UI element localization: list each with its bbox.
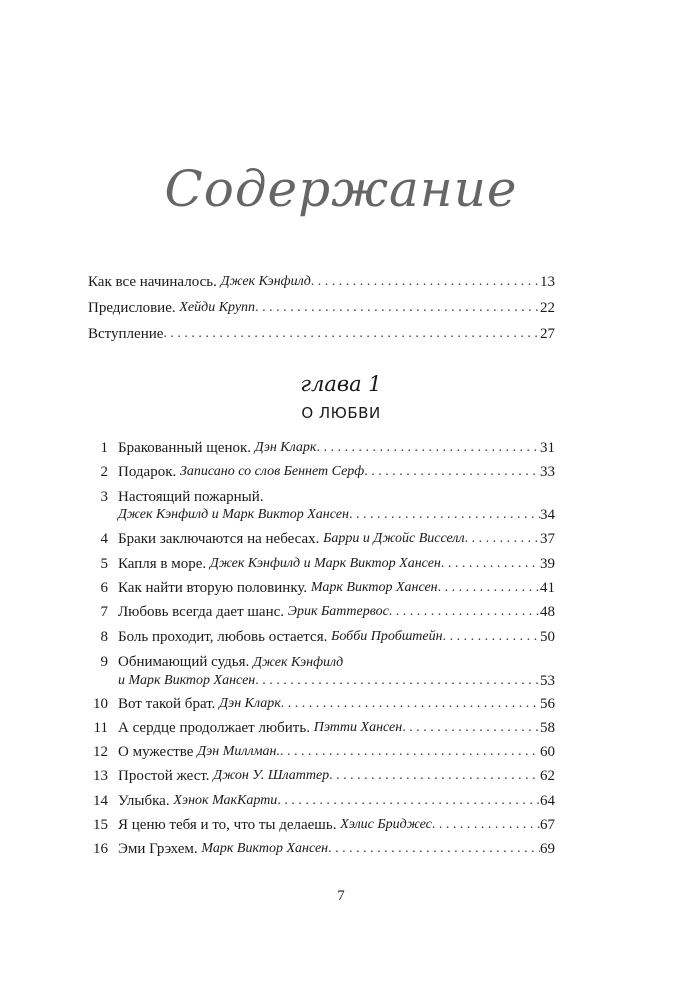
leader-dots <box>389 601 540 623</box>
entry-page: 41 <box>540 580 555 596</box>
entry-page: 50 <box>540 629 555 645</box>
toc-entry[interactable] <box>93 717 555 739</box>
entry-title: Капля в море. <box>118 556 207 572</box>
entry-author: Эрик Баттервос <box>287 604 389 619</box>
entry-number: 10 <box>93 696 108 712</box>
entry-page: 60 <box>540 744 555 760</box>
entry-number: 11 <box>93 720 108 736</box>
entry-number: 15 <box>93 817 108 833</box>
entry-author: и Марк Виктор Хансен <box>118 673 256 688</box>
entry-page: 69 <box>540 841 555 857</box>
entry-title: Простой жест. <box>118 768 210 784</box>
toc-entry[interactable] <box>100 601 555 623</box>
leader-dots <box>255 670 540 692</box>
entry-page: 62 <box>540 768 555 784</box>
leader-dots <box>280 741 540 763</box>
toc-entry[interactable] <box>88 297 555 319</box>
toc-entry[interactable] <box>100 528 555 550</box>
leader-dots <box>364 461 540 483</box>
entry-title: Предисловие. <box>88 300 176 316</box>
entry-author: Джон У. Шлаттер <box>213 768 330 783</box>
leader-dots <box>349 504 540 526</box>
entry-number: 14 <box>93 793 108 809</box>
entry-title: Вступление <box>88 326 164 342</box>
entry-page: 27 <box>540 326 555 342</box>
entry-author: Барри и Джойс Висселл <box>323 531 465 546</box>
entry-author: Записано со слов Беннет Серф <box>179 464 365 479</box>
entry-page: 13 <box>540 274 555 290</box>
entry-number: 3 <box>100 489 108 505</box>
entry-author: Хэлис Бриджес <box>340 817 432 832</box>
entry-page: 53 <box>540 673 555 689</box>
entry-title: Настоящий пожарный. <box>118 489 264 505</box>
toc-entry[interactable] <box>100 626 555 648</box>
entry-number: 5 <box>100 556 108 572</box>
entry-author: Джек Кэнфилд <box>220 274 311 289</box>
leader-dots <box>281 693 540 715</box>
entry-author: Джек Кэнфилд <box>253 655 344 670</box>
entry-page: 22 <box>540 300 555 316</box>
entry-author: Дэн Кларк <box>219 696 281 711</box>
entry-title: Я ценю тебя и то, что ты делаешь. <box>118 817 337 833</box>
page-title: Содержание <box>164 160 518 218</box>
toc-entry[interactable] <box>93 741 555 763</box>
leader-dots <box>438 577 540 599</box>
entry-number: 13 <box>93 768 108 784</box>
page-number: 7 <box>337 888 345 904</box>
entry-page: 64 <box>540 793 555 809</box>
toc-entry[interactable] <box>100 577 555 599</box>
entry-author: Пэтти Хансен <box>313 720 403 735</box>
entry-number: 12 <box>93 744 108 760</box>
leader-dots <box>402 717 540 739</box>
entry-author: Марк Виктор Хансен <box>310 580 438 595</box>
chapter-name: О ЛЮБВИ <box>301 404 381 422</box>
toc-entry[interactable] <box>93 790 555 812</box>
toc-entry[interactable] <box>88 271 555 293</box>
toc-entry-line2[interactable] <box>118 670 555 692</box>
toc-entry-line2[interactable] <box>118 504 555 526</box>
entry-number: 1 <box>100 440 108 456</box>
entry-number: 4 <box>100 531 108 547</box>
entry-number: 7 <box>100 604 108 620</box>
entry-number: 9 <box>100 654 108 670</box>
entry-author: Хейди Крупп <box>179 300 256 315</box>
leader-dots <box>328 838 540 860</box>
leader-dots <box>432 814 540 836</box>
toc-entry[interactable] <box>93 765 555 787</box>
entry-title: Подарок. <box>118 464 177 480</box>
toc-entry[interactable] <box>100 437 555 459</box>
leader-dots <box>329 765 540 787</box>
entry-title: А сердце продолжает любить. <box>118 720 310 736</box>
leader-dots <box>443 626 540 648</box>
entry-page: 56 <box>540 696 555 712</box>
entry-page: 31 <box>540 440 555 456</box>
entry-title: Как все начиналось. <box>88 274 217 290</box>
toc-entry[interactable] <box>93 814 555 836</box>
entry-page: 48 <box>540 604 555 620</box>
leader-dots <box>277 790 540 812</box>
entry-page: 37 <box>540 531 555 547</box>
entry-author: Марк Виктор Хансен <box>201 841 329 856</box>
toc-entry[interactable] <box>100 461 555 483</box>
entry-author: Дэн Кларк <box>254 440 317 455</box>
entry-author: Бобби Пробштейн <box>331 629 443 644</box>
entry-number: 2 <box>100 464 108 480</box>
leader-dots <box>163 323 540 345</box>
entry-title: Обнимающий судья. <box>118 654 250 670</box>
entry-page: 34 <box>540 507 555 523</box>
entry-author: Дэн Миллман. <box>197 744 280 759</box>
entry-page: 58 <box>540 720 555 736</box>
entry-author: Джек Кэнфилд и Марк Виктор Хансен <box>118 507 349 522</box>
entry-number: 16 <box>93 841 108 857</box>
entry-title: Боль проходит, любовь остается. <box>118 629 328 645</box>
entry-title: Любовь всегда дает шанс. <box>118 604 285 620</box>
toc-entry[interactable] <box>100 553 555 575</box>
toc-entry[interactable] <box>93 693 555 715</box>
toc-entry[interactable] <box>88 323 555 345</box>
entry-number: 8 <box>100 629 108 645</box>
entry-number: 6 <box>100 580 108 596</box>
entry-author: Хэнок МакКарти <box>173 793 278 808</box>
leader-dots <box>465 528 540 550</box>
entry-page: 67 <box>540 817 555 833</box>
entry-title: Улыбка. <box>118 793 170 809</box>
entry-page: 39 <box>540 556 555 572</box>
entry-title: Бракованный щенок. <box>118 440 252 456</box>
entry-title: Вот такой брат. <box>118 696 216 712</box>
entry-title: Браки заключаются на небесах. <box>118 531 320 547</box>
entry-title: Как найти вторую половинку. <box>118 580 308 596</box>
leader-dots <box>255 297 540 319</box>
entry-author: Джек Кэнфилд и Марк Виктор Хансен <box>209 556 441 571</box>
toc-entry[interactable] <box>93 838 555 860</box>
leader-dots <box>316 437 540 459</box>
entry-title: О мужестве <box>118 744 194 760</box>
chapter-label: глава 1 <box>300 372 382 396</box>
entry-title: Эми Грэхем. <box>118 841 198 857</box>
entry-page: 33 <box>540 464 555 480</box>
leader-dots <box>311 271 540 293</box>
leader-dots <box>441 553 540 575</box>
